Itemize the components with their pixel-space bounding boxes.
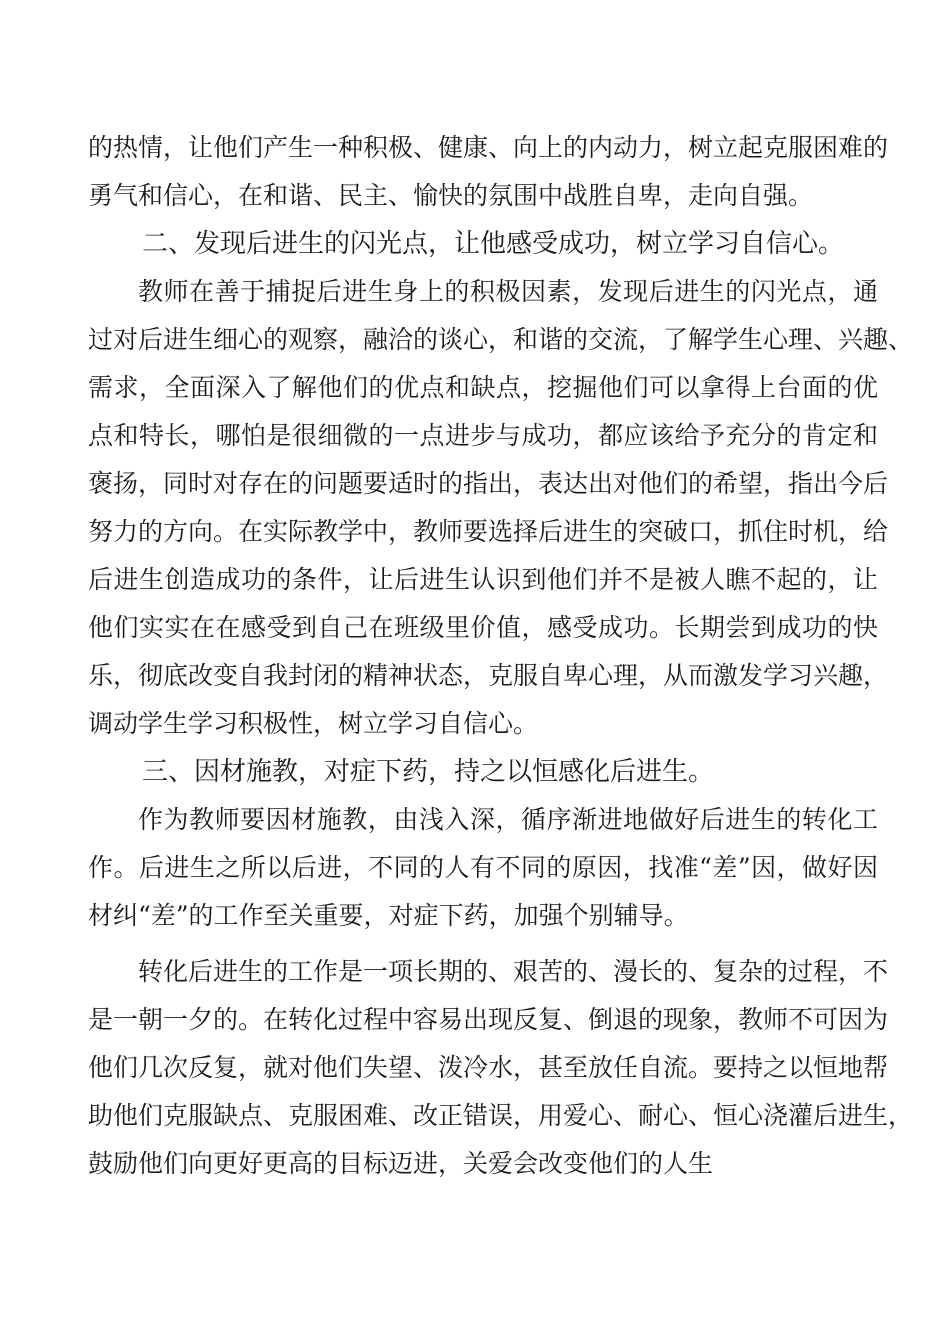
text-line: 调动学生学习积极性，树立学习自信心。 bbox=[88, 709, 539, 738]
text-line: 乐，彻底改变自我封闭的精神状态，克服自卑心理，从而激发学习兴趣， bbox=[88, 661, 889, 690]
text-line: 点和特长，哪怕是很细微的一点进步与成功，都应该给予充分的肯定和 bbox=[88, 421, 878, 450]
paragraph-2 bbox=[88, 268, 914, 748]
text-line: 后进生创造成功的条件，让后进生认识到他们并不是被人瞧不起的，让 bbox=[88, 565, 878, 594]
text-line: 需求，全面深入了解他们的优点和缺点，挖掘他们可以拿得上台面的优 bbox=[88, 373, 878, 402]
text-line: 是一朝一夕的。在转化过程中容易出现反复、倒退的现象，教师不可因为 bbox=[88, 1005, 889, 1034]
text-line: 他们几次反复，就对他们失望、泼冷水，甚至放任自流。要持之以恒地帮 bbox=[88, 1053, 889, 1082]
text-line: 作。后进生之所以后进，不同的人有不同的原因，找准“差”因，做好因 bbox=[88, 853, 878, 882]
text-line: 努力的方向。在实际教学中，教师要选择后进生的突破口，抓住时机，给 bbox=[88, 517, 889, 546]
paragraph-4 bbox=[88, 948, 914, 1188]
section-heading-2: 二、发现后进生的闪光点，让他感受成功，树立学习自信心。 bbox=[142, 229, 845, 259]
section-heading-3: 三、因材施教，对症下药，持之以恒感化后进生。 bbox=[142, 757, 715, 787]
text-line: 作为教师要因材施教，由浅入深，循序渐进地做好后进生的转化工 bbox=[138, 805, 878, 834]
text-line: 材纠“差”的工作至关重要，对症下药，加强个别辅导。 bbox=[88, 901, 689, 930]
text-line: 勇气和信心，在和谐、民主、愉快的氛围中战胜自卑，走向自强。 bbox=[88, 181, 814, 210]
paragraph-3 bbox=[88, 796, 878, 940]
text-line: 他们实实在在感受到自己在班级里价值，感受成功。长期尝到成功的快 bbox=[88, 613, 878, 642]
paragraph-1 bbox=[88, 124, 889, 220]
text-line: 的热情，让他们产生一种积极、健康、向上的内动力，树立起克服困难的 bbox=[88, 133, 889, 162]
text-line: 助他们克服缺点、克服困难、改正错误，用爱心、耐心、恒心浇灌后进生， bbox=[88, 1101, 914, 1130]
text-line: 鼓励他们向更好更高的目标迈进，关爱会改变他们的人生 bbox=[88, 1149, 714, 1178]
paragraph-spacer bbox=[88, 940, 878, 948]
text-line: 教师在善于捕捉后进生身上的积极因素，发现后进生的闪光点，通 bbox=[138, 277, 878, 306]
text-line: 转化后进生的工作是一项长期的、艰苦的、漫长的、复杂的过程，不 bbox=[138, 957, 889, 986]
document-body bbox=[88, 124, 914, 1188]
text-line: 褒扬，同时对存在的问题要适时的指出，表达出对他们的希望，指出今后 bbox=[88, 469, 889, 498]
text-line: 过对后进生细心的观察，融洽的谈心，和谐的交流，了解学生心理、兴趣、 bbox=[88, 325, 914, 354]
